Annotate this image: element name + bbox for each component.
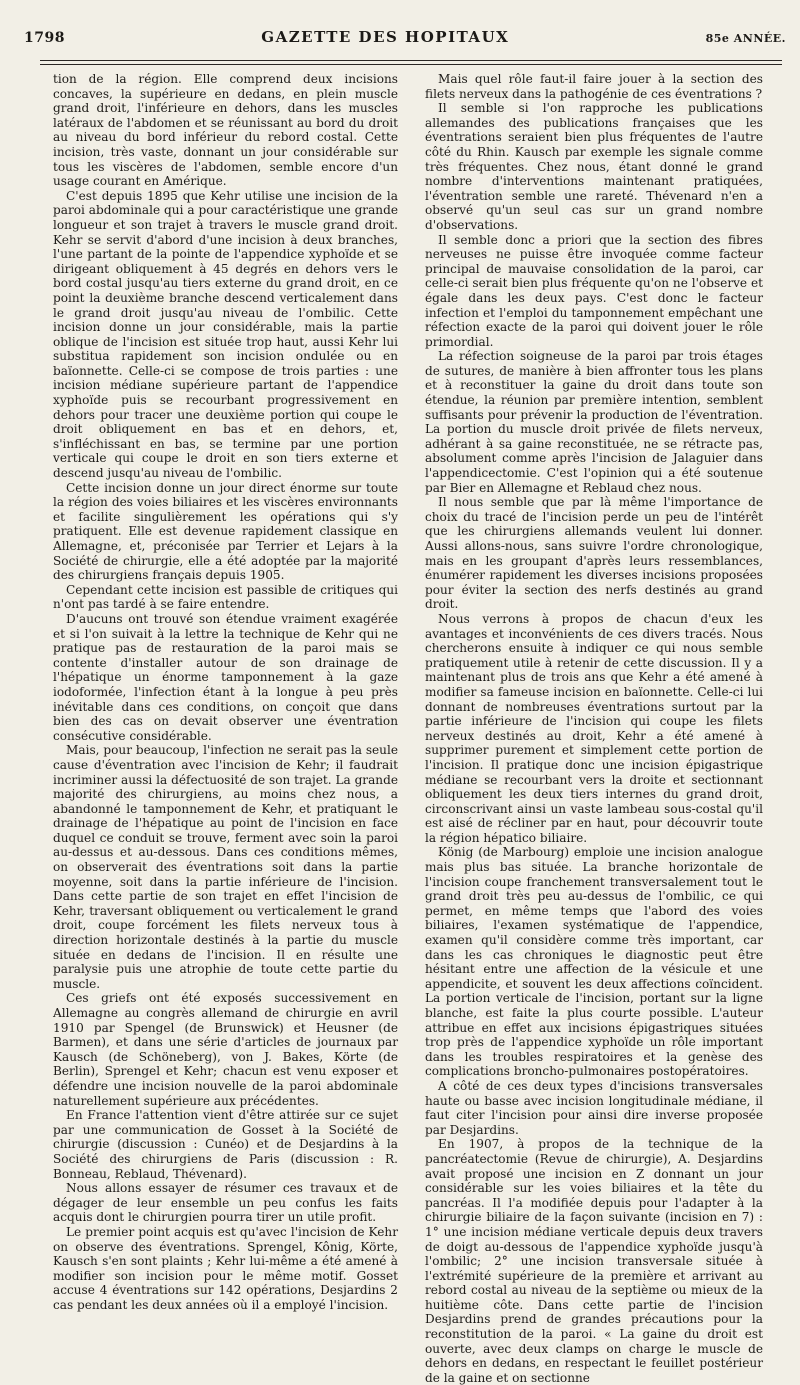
- paragraph: Nous allons essayer de résumer ces travaux et de dégager de leur ensemble un peu confus les faits acquis dont le chirurgien pourra tirer un utile profit.: [53, 1181, 398, 1225]
- paragraph: Il semble si l'on rapproche les publications allemandes des publications françaises que les éventrations seraient bien plus fréquentes de l'autre côté du Rhin. Kausch par exemple les signale comme très fréquentes. Chez nous, étant donné le grand nombre d'interventions maintenant pratiquées, l'éventration semble une rareté. Thévenard n'en a observé qu'un seul cas sur un grand nombre d'observations.: [425, 101, 763, 232]
- header-rule-thin: [40, 64, 782, 65]
- paragraph: Nous verrons à propos de chacun d'eux les avantages et inconvénients de ces divers tracés. Nous chercherons ensuite à indiquer ce qui nous semble pratiquement utile à retenir de cette discussion. Il y a maintenant plus de trois ans que Kehr a été amené à modifier sa fameuse incision en baïonnette. Celle-ci lui donnant de nombreuses éventrations surtout par la partie inférieure de l'incision qui coupe les filets nerveux destinés au droit, Kehr a été amené à supprimer purement et simplement cette portion de l'incision. Il pratique donc une incision épigastrique médiane se recourbant vers la droite et sectionnant obliquement les deux tiers internes du grand droit, circonscrivant ainsi un vaste lambeau sous-costal qu'il est aisé de récliner par en haut, pour découvrir toute la région hépatico biliaire.: [425, 611, 763, 845]
- paragraph: En 1907, à propos de la technique de la pancréatectomie (Revue de chirurgie), A. Desjardins avait proposé une incision en Z donnant un jour considérable sur les voies biliaires et la tête du pancréas. Il l'a modifiée depuis pour l'adapter à la chirurgie biliaire de la façon suivante (incision en 7) : 1° une incision médiane verticale depuis deux travers de doigt au-dessous de l'appendice xyphoïde jusqu'à l'ombilic; 2° une incision transversale située à l'extrémité supérieure de la première et arrivant au rebord costal au niveau de la septième ou mieux de la huitième côte. Dans cette partie de l'incision Desjardins prend de grandes précautions pour la reconstitution de la paroi. « La gaine du droit est ouverte, avec deux clamps on charge le muscle de dehors en dedans, en respectant le feuillet postérieur de la gaine et on sectionne: [425, 1137, 763, 1385]
- paragraph: D'aucuns ont trouvé son étendue vraiment exagérée et si l'on suivait à la lettre la technique de Kehr qui ne pratique pas de restauration de la paroi mais se contente d'installer autour de son drainage de l'hépatique un énorme tamponnement à la gaze iodoformée, l'infection étant à la longue à peu près inévitable dans ces conditions, on conçoit que dans bien des cas on devait observer une éventration consécutive considérable.: [53, 611, 398, 743]
- paragraph: Il semble donc a priori que la section des fibres nerveuses ne puisse être invoquée comme facteur principal de mauvaise consolidation de la paroi, car celle-ci serait bien plus fréquente qu'on ne l'observe et égale dans les deux pays. C'est donc le facteur infection et l'emploi du tamponnement empêchant une réfection exacte de la paroi qui doivent jouer le rôle primordial.: [425, 232, 763, 349]
- paragraph: König (de Marbourg) emploie une incision analogue mais plus bas située. La branche horizontale de l'incision coupe franchement transversalement tout le grand droit très peu au-dessus de l'ombilic, ce qui permet, en même temps que l'abord des voies biliaires, l'examen systématique de l'appendice, examen qu'il considère comme très important, car dans les cas chroniques le diagnostic peut être hésitant entre une affection de la vésicule et une appendicite, et souvent les deux affections coïncident. La portion verticale de l'incision, portant sur la ligne blanche, est faite la plus courte possible. L'auteur attribue en effet aux incisions épigastriques situées trop près de l'appendice xyphoïde un rôle important dans les troubles respiratoires et la genèse des complications broncho-pulmonaires postopératoires.: [425, 845, 763, 1079]
- volume-year: 85e ANNÉE.: [705, 32, 786, 45]
- journal-title: GAZETTE DES HOPITAUX: [261, 28, 510, 46]
- right-column: [425, 72, 763, 1385]
- paragraph: A côté de ces deux types d'incisions transversales haute ou basse avec incision longitudinale médiane, il faut citer l'incision pour ainsi dire inverse proposée par Desjardins.: [425, 1078, 763, 1137]
- page-number: 1798: [24, 30, 65, 46]
- paragraph: Cependant cette incision est passible de critiques qui n'ont pas tardé à se faire entendre.: [53, 582, 398, 612]
- paragraph: Cette incision donne un jour direct énorme sur toute la région des voies biliaires et les viscères environnants et facilite singulièrement les opérations qui s'y pratiquent. Elle est devenue rapidement classique en Allemagne, et, préconisée par Terrier et Lejars à la Société de chirurgie, elle a été adoptée par la majorité des chirurgiens français depuis 1905.: [53, 480, 398, 583]
- paragraph: La réfection soigneuse de la paroi par trois étages de sutures, de manière à bien affronter tous les plans et à reconstituer la gaine du droit dans toute son étendue, la réunion par première intention, semblent suffisants pour prévenir la production de l'éventration. La portion du muscle droit privée de filets nerveux, adhérant à sa gaine reconstituée, ne se rétracte pas, absolument comme après l'incision de Jalaguier dans l'appendicectomie. C'est l'opinion qui a été soutenue par Bier en Allemagne et Reblaud chez nous.: [425, 349, 763, 495]
- paragraph: En France l'attention vient d'être attirée sur ce sujet par une communication de Gosset à la Société de chirurgie (discussion : Cunéo) et de Desjardins à la Société des chirurgiens de Paris (discussion : R. Bonneau, Reblaud, Thévenard).: [53, 1108, 398, 1181]
- paragraph: Le premier point acquis est qu'avec l'incision de Kehr on observe des éventrations. Sprengel, Kônig, Körte, Kausch s'en sont plaints ; Kehr lui-même a été amené à modifier son incision pour le même motif. Gosset accuse 4 éventrations sur 142 opérations, Desjardins 2 cas pendant les deux années où il a employé l'incision.: [53, 1224, 398, 1312]
- paragraph: Ces griefs ont été exposés successivement en Allemagne au congrès allemand de chirurgie en avril 1910 par Spengel (de Brunswick) et Heusner (de Barmen), et dans une série d'articles de journaux par Kausch (de Schöneberg), von J. Bakes, Körte (de Berlin), Sprengel et Kehr; chacun est venu exposer et défendre une incision nouvelle de la paroi abdominale naturellement supérieure aux précédentes.: [53, 991, 398, 1108]
- page-header: [24, 28, 786, 52]
- paragraph: tion de la région. Elle comprend deux incisions concaves, la supérieure en dedans, en plein muscle grand droit, l'inférieure en dehors, dans les muscles latéraux de l'abdomen et se réunissant au bord du droit au niveau du bord inférieur du rebord costal. Cette incision, très vaste, donnant un jour considérable sur tous les viscères de l'abdomen, semble encore d'un usage courant en Amérique.: [53, 72, 398, 189]
- paragraph: C'est depuis 1895 que Kehr utilise une incision de la paroi abdominale qui a pour caractéristique une grande longueur et son trajet à travers le muscle grand droit. Kehr se servit d'abord d'une incision à deux branches, l'une partant de la pointe de l'appendice xyphoïde et se dirigeant obliquement à 45 degrés en dehors vers le bord costal jusqu'au tiers externe du grand droit, en ce point la deuxième branche descend verticalement dans le grand droit jusqu'au niveau de l'ombilic. Cette incision donne un jour considérable, mais la partie oblique de l'incision est située trop haut, aussi Kehr lui substitua rapidement son incision ondulée ou en baïonnette. Celle-ci se compose de trois parties : une incision médiane supérieure partant de l'appendice xyphoïde puis se recourbant progressivement en dehors pour tracer une deuxième portion qui coupe le droit obliquement en bas et en dehors, et, s'infléchissant en bas, se termine par une portion verticale qui coupe le droit en son tiers externe et descend jusqu'au niveau de l'ombilic.: [53, 188, 398, 481]
- header-rule-thick: [40, 60, 782, 61]
- paragraph: Il nous semble que par là même l'importance de choix du tracé de l'incision perde un peu de l'intérêt que les chirurgiens allemands veulent lui donner. Aussi allons-nous, sans suivre l'ordre chronologique, mais en les groupant d'après leurs ressemblances, énumérer rapidement les diverses incisions proposées pour éviter la section des nerfs destinés au grand droit.: [425, 495, 763, 612]
- left-column: [53, 72, 398, 1312]
- paragraph: Mais quel rôle faut-il faire jouer à la section des filets nerveux dans la pathogénie de ces éventrations ?: [425, 72, 763, 101]
- paragraph: Mais, pour beaucoup, l'infection ne serait pas la seule cause d'éventration avec l'incision de Kehr; il faudrait incriminer aussi la défectuosité de son trajet. La grande majorité des chirurgiens, au moins chez nous, a abandonné le tamponnement de Kehr, et pratiquant le drainage de l'hépatique au point de l'incision en face duquel ce conduit se trouve, ferment avec soin la paroi au-dessus et au-dessous. Dans ces conditions mêmes, on observerait des éventrations soit dans la partie moyenne, soit dans la partie inférieure de l'incision. Dans cette partie de son trajet en effet l'incision de Kehr, traversant obliquement ou verticalement le grand droit, coupe forcément les filets nerveux tous à direction horizontale destinés à la partie du muscle située en dedans de l'incision. Il en résulte une paralysie puis une atrophie de toute cette partie du muscle.: [53, 743, 398, 991]
